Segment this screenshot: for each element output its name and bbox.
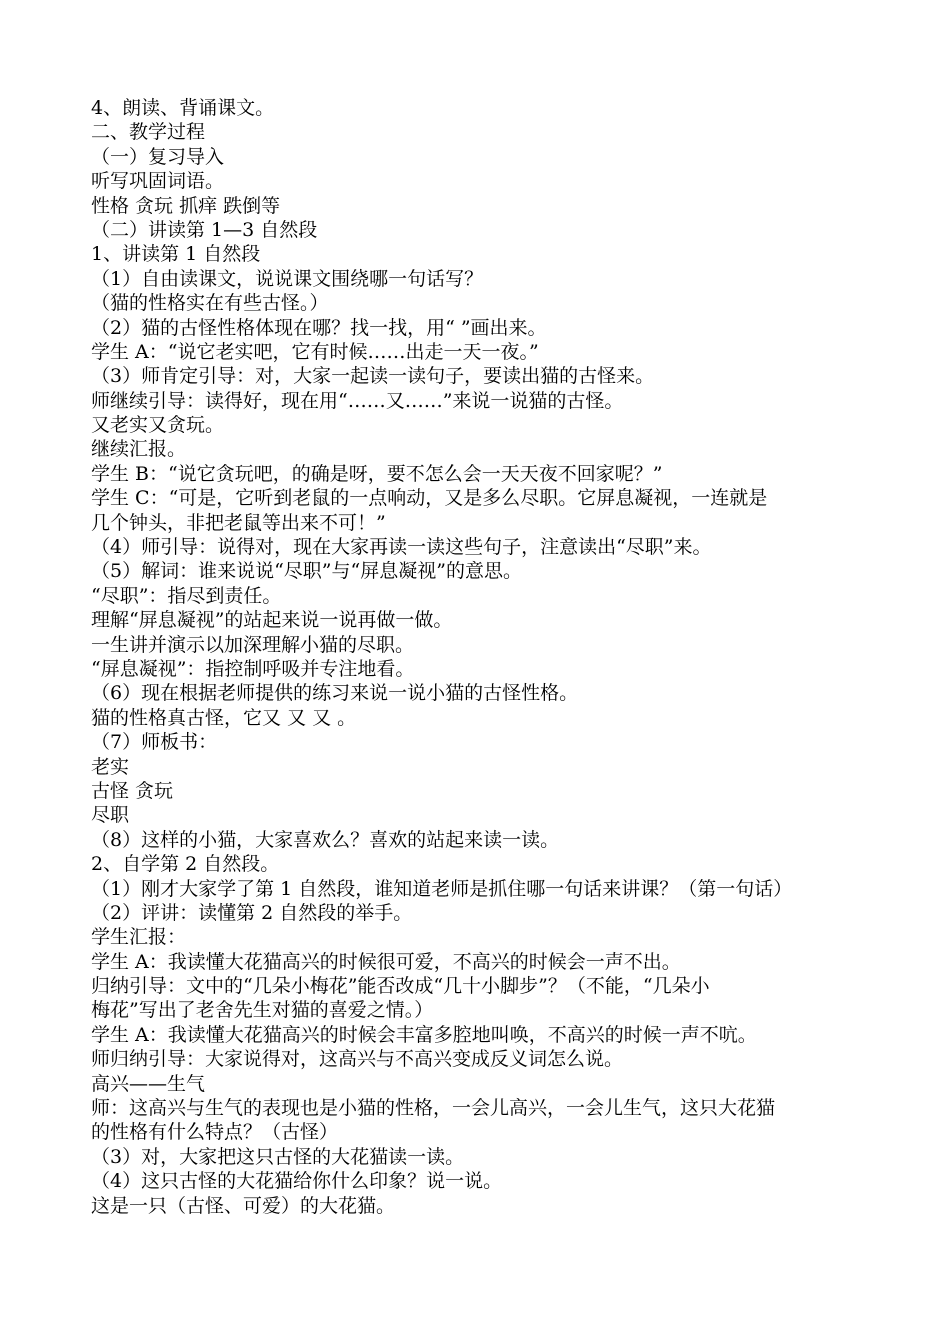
text-line: 这是一只（古怪、可爱）的大花猫。 <box>91 1194 396 1217</box>
text-line: （2）猫的古怪性格体现在哪？找一找，用“ ”画出来。 <box>91 316 547 339</box>
text-line: 性格 贪玩 抓痒 跌倒等 <box>91 194 281 217</box>
text-line: 高兴——生气 <box>91 1072 206 1095</box>
board-note: 尽职 <box>91 804 130 827</box>
text-line: “尽职”：指尽到责任。 <box>91 584 282 607</box>
text-line: （8）这样的小猫，大家喜欢么？喜欢的站起来读一读。 <box>91 828 560 851</box>
document-page <box>91 96 871 1218</box>
subsection-heading: （一）复习导入 <box>91 145 225 168</box>
text-line: 听写巩固词语。 <box>91 170 225 193</box>
text-line: （2）评讲：读懂第 2 自然段的举手。 <box>91 901 413 924</box>
text-line: 4、朗读、背诵课文。 <box>91 97 275 119</box>
text-line: 师：这高兴与生气的表现也是小猫的性格，一会儿高兴，一会儿生气，这只大花猫 <box>91 1097 776 1120</box>
board-note: 老实 <box>91 755 130 778</box>
text-line: （猫的性格实在有些古怪。） <box>91 292 329 315</box>
text-line: 学生 A：“说它老实吧，它有时候……出走一天一夜。” <box>91 340 539 363</box>
text-line: 又老实又贪玩。 <box>91 414 225 437</box>
text-line: （1）刚才大家学了第 1 自然段，谁知道老师是抓住哪一句话来讲课？（第一句话） <box>91 877 793 900</box>
text-line: 学生 A：我读懂大花猫高兴的时候会丰富多腔地叫唤，不高兴的时候一声不吭。 <box>91 1023 757 1046</box>
subsection-heading: （二）讲读第 1—3 自然段 <box>91 218 318 241</box>
text-line: 继续汇报。 <box>91 438 187 461</box>
text-line: 猫的性格真古怪，它又 又 又 。 <box>91 706 357 729</box>
text-line: （4）师引导：说得对，现在大家再读一读这些句子，注意读出“尽职”来。 <box>91 536 712 559</box>
text-line: 归纳引导：文中的“几朵小梅花”能否改成“几十小脚步”？（不能，“几朵小 <box>91 975 710 998</box>
text-line: 学生汇报： <box>91 926 187 949</box>
text-line: 2、自学第 2 自然段。 <box>91 853 280 876</box>
text-line: （1）自由读课文，说说课文围绕哪一句话写？ <box>91 267 484 290</box>
text-line: （7）师板书： <box>91 731 218 754</box>
text-line: （3）师肯定引导：对，大家一起读一读句子，要读出猫的古怪来。 <box>91 365 655 388</box>
section-heading: 二、教学过程 <box>91 121 206 144</box>
text-line: （3）对，大家把这只古怪的大花猫读一读。 <box>91 1145 465 1168</box>
board-note: 古怪 贪玩 <box>91 779 174 802</box>
text-line: 几个钟头，非把老鼠等出来不可！” <box>91 511 386 534</box>
text-line: 梅花”写出了老舍先生对猫的喜爱之情。） <box>91 999 434 1022</box>
text-line: 1、讲读第 1 自然段 <box>91 243 261 266</box>
text-line: （6）现在根据老师提供的练习来说一说小猫的古怪性格。 <box>91 682 579 705</box>
text-line: 一生讲并演示以加深理解小猫的尽职。 <box>91 633 415 656</box>
text-line: 的性格有什么特点？（古怪） <box>91 1121 339 1144</box>
text-line: 学生 A：我读懂大花猫高兴的时候很可爱，不高兴的时候会一声不出。 <box>91 950 681 973</box>
text-line: 师继续引导：读得好，现在用“……又……”来说一说猫的古怪。 <box>91 389 624 412</box>
text-line: 学生 B：“说它贪玩吧，的确是呀，要不怎么会一天天夜不回家呢？” <box>91 462 663 485</box>
text-line: （5）解词：谁来说说“尽职”与“屏息凝视”的意思。 <box>91 560 522 583</box>
text-line: 师归纳引导：大家说得对，这高兴与不高兴变成反义词怎么说。 <box>91 1048 624 1071</box>
text-line: 学生 C：“可是，它听到老鼠的一点响动，又是多么尽职。它屏息凝视，一连就是 <box>91 487 768 510</box>
text-line: 理解“屏息凝视”的站起来说一说再做一做。 <box>91 609 453 632</box>
text-line: （4）这只古怪的大花猫给你什么印象？说一说。 <box>91 1170 503 1193</box>
text-line: “屏息凝视”：指控制呼吸并专注地看。 <box>91 657 415 680</box>
